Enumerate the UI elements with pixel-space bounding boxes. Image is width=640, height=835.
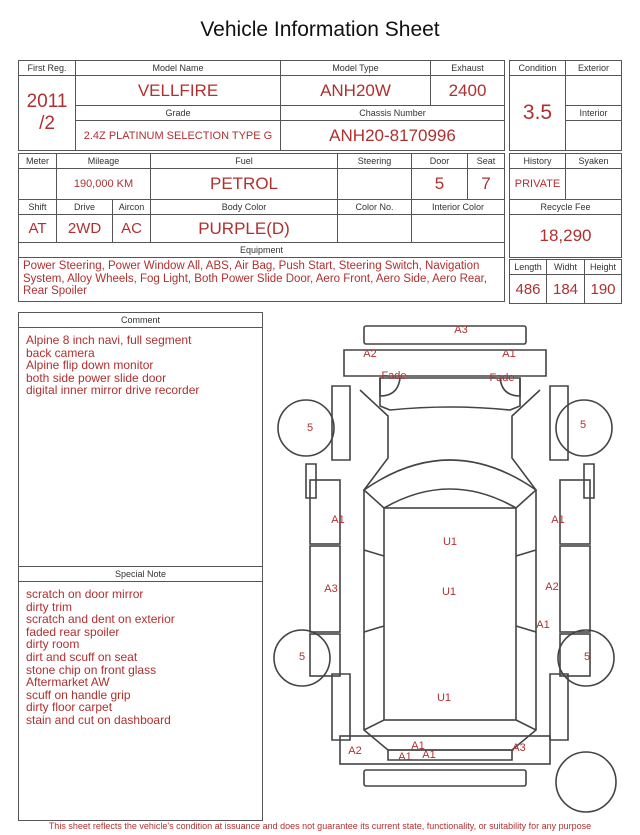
roof-rear-line — [364, 720, 536, 730]
aircon-header: Aircon — [113, 200, 151, 215]
front-bumper-panel — [364, 326, 526, 344]
width-header: Widht — [547, 260, 585, 275]
equipment-header: Equipment — [19, 243, 505, 258]
page-title: Vehicle Information Sheet — [200, 18, 440, 41]
left-inner-door-line — [364, 550, 384, 632]
body-color-value: PURPLE(D) — [151, 215, 338, 243]
dimensions-table — [509, 259, 622, 304]
comment-line: Alpine 8 inch navi, full segment — [26, 333, 192, 347]
windshield — [364, 460, 536, 508]
condition-value: 3.5 — [510, 76, 566, 151]
syaken-header: Syaken — [566, 154, 622, 169]
special-note-line: scuff on handle grip — [26, 687, 131, 702]
syaken-value — [566, 169, 622, 200]
damage-tire-rr: 5 — [583, 651, 591, 663]
damage-front-bumper: A3 — [454, 324, 468, 336]
meter-header: Meter — [19, 154, 57, 169]
seat-value: 7 — [468, 169, 505, 200]
comment-line: digital inner mirror drive recorder — [26, 383, 200, 398]
left-rear-quarter — [310, 634, 340, 676]
chassis-number-header: Chassis Number — [281, 106, 505, 121]
recycle-fee-value: 18,290 — [510, 215, 622, 258]
right-rear-fender — [550, 674, 568, 740]
registration-table — [18, 60, 505, 151]
damage-front-right: A1 — [502, 348, 516, 360]
steering-header: Steering — [338, 154, 412, 169]
special-note-list — [19, 582, 262, 733]
damage-rear-roof: U1 — [436, 692, 452, 704]
special-note-line: faded rear spoiler — [26, 624, 120, 639]
comment-box — [18, 312, 263, 567]
height-header: Height — [585, 260, 622, 275]
door-value: 5 — [412, 169, 468, 200]
damage-rear-mid-b: A1 — [398, 751, 412, 763]
special-note-line: dirty room — [26, 637, 80, 652]
shift-value: AT — [19, 215, 57, 243]
damage-roof-mid: U1 — [441, 586, 457, 598]
damage-front-left: A2 — [363, 348, 377, 360]
interior-color-header: Interior Color — [412, 200, 505, 215]
equipment-value: Power Steering, Power Window All, ABS, Air Bag, Push Start, Steering Switch, Navigation System, Alloy Wheels, Fog Light, Both Power Slide Door, Aero Front, Aero Side, Aero Rear, Rear Spoiler — [19, 258, 505, 302]
exhaust-value: 2400 — [431, 76, 505, 106]
damage-tire-fr: 5 — [579, 419, 587, 431]
comment-list — [19, 328, 262, 403]
special-note-line: scratch and dent on exterior — [26, 612, 175, 627]
damage-tire-rl: 5 — [298, 651, 306, 663]
damage-rear-left: A2 — [348, 745, 362, 757]
comment-line: both side power slide door — [26, 370, 167, 385]
model-name-header: Model Name — [76, 61, 281, 76]
damage-right-front-door: A1 — [551, 514, 565, 526]
chassis-number-value: ANH20-8170996 — [281, 121, 505, 151]
mileage-header: Mileage — [57, 154, 151, 169]
model-type-header: Model Type — [281, 61, 431, 76]
history-value: PRIVATE — [510, 169, 566, 200]
door-header: Door — [412, 154, 468, 169]
spare-tire — [556, 752, 616, 812]
damage-tire-fl: 5 — [306, 422, 314, 434]
left-rear-fender — [332, 674, 350, 740]
seat-header: Seat — [468, 154, 505, 169]
interior-header: Interior — [566, 106, 622, 121]
condition-header: Condition — [510, 61, 566, 76]
special-note-line: stone chip on front glass — [26, 662, 157, 677]
special-note-line: stain and cut on dashboard — [26, 712, 171, 727]
first-reg-month: /2 — [39, 113, 55, 134]
damage-roof-front: U1 — [442, 536, 458, 548]
drive-header: Drive — [57, 200, 113, 215]
length-header: Length — [510, 260, 547, 275]
meter-value — [19, 169, 57, 200]
drive-value: 2WD — [57, 215, 113, 243]
model-type-value: ANH20W — [281, 76, 431, 106]
interior-value — [566, 121, 622, 151]
comment-line: back camera — [26, 345, 95, 360]
damage-left-slide-door: A3 — [324, 583, 338, 595]
damage-rear-right: A3 — [512, 742, 526, 754]
left-front-door — [310, 480, 340, 544]
steering-value — [338, 169, 412, 200]
mileage-value: 190,000 KM — [57, 169, 151, 200]
recycle-fee-header: Recycle Fee — [510, 200, 622, 215]
width-value: 184 — [547, 275, 585, 304]
grade-value: 2.4Z PLATINUM SELECTION TYPE G — [76, 121, 281, 151]
special-note-line: dirty floor carpet — [26, 700, 113, 715]
exterior-header: Exterior — [566, 61, 622, 76]
condition-table — [509, 60, 622, 151]
grade-header: Grade — [76, 106, 281, 121]
specs-table — [18, 153, 505, 302]
right-mirror — [584, 464, 594, 498]
special-note-line: dirty trim — [26, 599, 72, 614]
left-fender — [332, 386, 350, 460]
left-mirror — [306, 464, 316, 498]
color-no-value — [338, 215, 412, 243]
history-table — [509, 153, 622, 258]
special-note-header: Special Note — [19, 567, 262, 582]
rear-bumper-lower — [364, 770, 526, 786]
fuel-value: PETROL — [151, 169, 338, 200]
aircon-value: AC — [113, 215, 151, 243]
damage-right-rear-quarter: A1 — [536, 619, 550, 631]
history-header: History — [510, 154, 566, 169]
special-note-line: Aftermarket AW — [26, 675, 110, 690]
right-inner-door-line — [516, 550, 536, 632]
special-note-line: scratch on door mirror — [26, 587, 144, 601]
height-value: 190 — [585, 275, 622, 304]
special-note-box — [18, 566, 263, 821]
first-reg-header: First Reg. — [19, 61, 76, 76]
damage-fade-right: Fade — [489, 372, 515, 384]
damage-left-front-door: A1 — [331, 514, 345, 526]
interior-color-value — [412, 215, 505, 243]
body-color-header: Body Color — [151, 200, 338, 215]
first-reg-value — [19, 76, 76, 151]
right-slide-door — [560, 546, 590, 632]
shift-header: Shift — [19, 200, 57, 215]
right-front-door — [560, 480, 590, 544]
special-note-line: dirt and scuff on seat — [26, 649, 138, 664]
comment-header: Comment — [19, 313, 262, 328]
length-value: 486 — [510, 275, 547, 304]
damage-right-slide-door: A2 — [545, 581, 559, 593]
damage-fade-left: Fade — [381, 370, 407, 382]
damage-rear-mid-c: A1 — [422, 749, 436, 761]
color-no-header: Color No. — [338, 200, 412, 215]
disclaimer-footer: This sheet reflects the vehicle's condition at issuance and does not guarantee its current state, functionality, or suitability for any purpose — [48, 821, 592, 831]
model-name-value: VELLFIRE — [76, 76, 281, 106]
car-damage-diagram — [270, 320, 630, 820]
first-reg-year: 2011 — [26, 91, 68, 112]
comment-line: Alpine flip down monitor — [26, 358, 154, 373]
damage-rear-mid-a: A1 — [411, 740, 425, 752]
exhaust-header: Exhaust — [431, 61, 505, 76]
exterior-value — [566, 76, 622, 106]
fuel-header: Fuel — [151, 154, 338, 169]
